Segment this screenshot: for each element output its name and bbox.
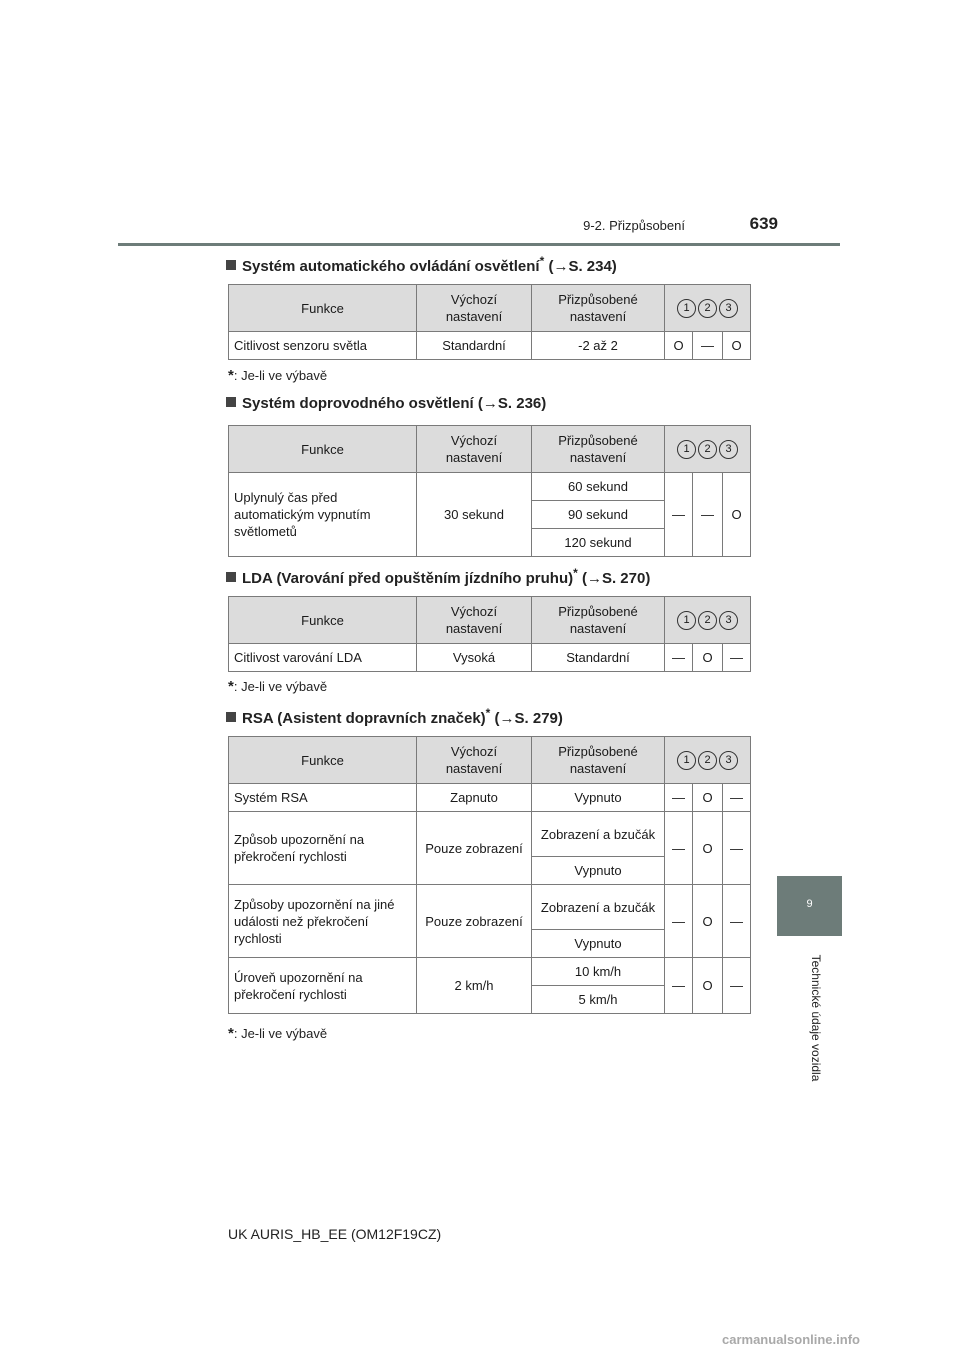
section-title-lda: LDA (Varování před opuštěním jízdního pruhu)* (→S. 270) bbox=[226, 566, 650, 587]
col-header-methods bbox=[665, 737, 751, 784]
col-header-custom: Přizpůsobené nastavení bbox=[532, 737, 665, 784]
circled-1-icon: 1 bbox=[677, 299, 696, 318]
section-title-follow-me-home: Systém doprovodného osvětlení (→S. 236) bbox=[226, 395, 546, 412]
table-row: Citlivost senzoru světla Standardní -2 až 2 O — O bbox=[229, 332, 751, 360]
col-header-custom: Přizpůsobené nastavení bbox=[532, 426, 665, 473]
circled-3-icon: 3 bbox=[719, 611, 738, 630]
footnote: *: Je-li ve výbavě bbox=[228, 678, 328, 695]
bullet-square-icon bbox=[226, 260, 236, 270]
table-row: Úroveň upozornění na překročení rychlosti 2 km/h 10 km/h — O — bbox=[229, 958, 751, 986]
bullet-square-icon bbox=[226, 397, 236, 407]
col-header-default: Výchozí nastavení bbox=[417, 285, 532, 332]
col-header-methods bbox=[665, 285, 751, 332]
table-auto-lights bbox=[228, 284, 751, 360]
watermark-link[interactable]: carmanualsonline.info bbox=[722, 1332, 860, 1347]
circled-2-icon: 2 bbox=[698, 751, 717, 770]
bullet-square-icon bbox=[226, 572, 236, 582]
col-header-default: Výchozí nastavení bbox=[417, 597, 532, 644]
circled-1-icon: 1 bbox=[677, 751, 696, 770]
circled-1-icon: 1 bbox=[677, 440, 696, 459]
chapter-tab bbox=[777, 876, 842, 936]
table-row: Způsoby upozornění na jiné události než překročení rychlosti Pouze zobrazení Zobrazení a bzučák — O — bbox=[229, 885, 751, 930]
document-code: UK AURIS_HB_EE (OM12F19CZ) bbox=[228, 1226, 442, 1242]
chapter-number: 9 bbox=[806, 898, 813, 910]
header-divider bbox=[118, 243, 840, 246]
col-header-methods bbox=[665, 426, 751, 473]
col-header-custom: Přizpůsobené nastavení bbox=[532, 597, 665, 644]
section-title-rsa: RSA (Asistent dopravních značek)* (→S. 279) bbox=[226, 706, 563, 727]
page-number: 639 bbox=[749, 214, 778, 233]
circled-3-icon: 3 bbox=[719, 751, 738, 770]
section-title-auto-lights: Systém automatického ovládání osvětlení* (→S. 234) bbox=[226, 254, 617, 275]
footnote: *: Je-li ve výbavě bbox=[228, 367, 328, 384]
chapter-label-box bbox=[800, 943, 823, 1095]
chapter-label: Technické údaje vozidla bbox=[809, 954, 823, 1082]
circled-1-icon: 1 bbox=[677, 611, 696, 630]
col-header-default: Výchozí nastavení bbox=[417, 426, 532, 473]
table-row: Systém RSA Zapnuto Vypnuto — O — bbox=[229, 784, 751, 812]
table-row: Citlivost varování LDA Vysoká Standardní — O — bbox=[229, 644, 751, 672]
table-rsa: Funkce Výchozí nastavení Přizpůsobené nastavení 1 2 3 Systém RSA Zapnuto Vypnuto — O — Způsob upozornění na překročení rychlosti Pouze zobrazení Zobrazení a bzučák — O — Vypnuto Způsoby upozornění na jiné události než překročení rychlosti Pouze zobrazení Zobrazení a bzučák — O — Vypnuto Úroveň upozornění na překročení rychlosti 2 km/h 10 km/h — O — 5 km/h bbox=[228, 736, 751, 1014]
col-header-methods bbox=[665, 597, 751, 644]
col-header-funkce: Funkce bbox=[229, 285, 417, 332]
table-row: Uplynulý čas před automatickým vypnutím světlometů 30 sekund 60 sekund — — O bbox=[229, 473, 751, 501]
circled-3-icon: 3 bbox=[719, 299, 738, 318]
circled-3-icon: 3 bbox=[719, 440, 738, 459]
col-header-funkce: Funkce bbox=[229, 597, 417, 644]
col-header-funkce: Funkce bbox=[229, 737, 417, 784]
col-header-default: Výchozí nastavení bbox=[417, 737, 532, 784]
table-lda bbox=[228, 596, 751, 672]
col-header-custom: Přizpůsobené nastavení bbox=[532, 285, 665, 332]
col-header-funkce: Funkce bbox=[229, 426, 417, 473]
circled-2-icon: 2 bbox=[698, 611, 717, 630]
table-follow-me-home: Funkce Výchozí nastavení Přizpůsobené nastavení 1 2 3 Uplynulý čas před automatickým vypnutím světlometů 30 sekund 60 sekund — — O 90 sekund 120 sekund bbox=[228, 425, 751, 557]
header-section-title: 9-2. Přizpůsobení bbox=[583, 218, 685, 233]
circled-2-icon: 2 bbox=[698, 299, 717, 318]
footnote: *: Je-li ve výbavě bbox=[228, 1025, 328, 1042]
table-row: Způsob upozornění na překročení rychlosti Pouze zobrazení Zobrazení a bzučák — O — bbox=[229, 812, 751, 857]
circled-2-icon: 2 bbox=[698, 440, 717, 459]
bullet-square-icon bbox=[226, 712, 236, 722]
